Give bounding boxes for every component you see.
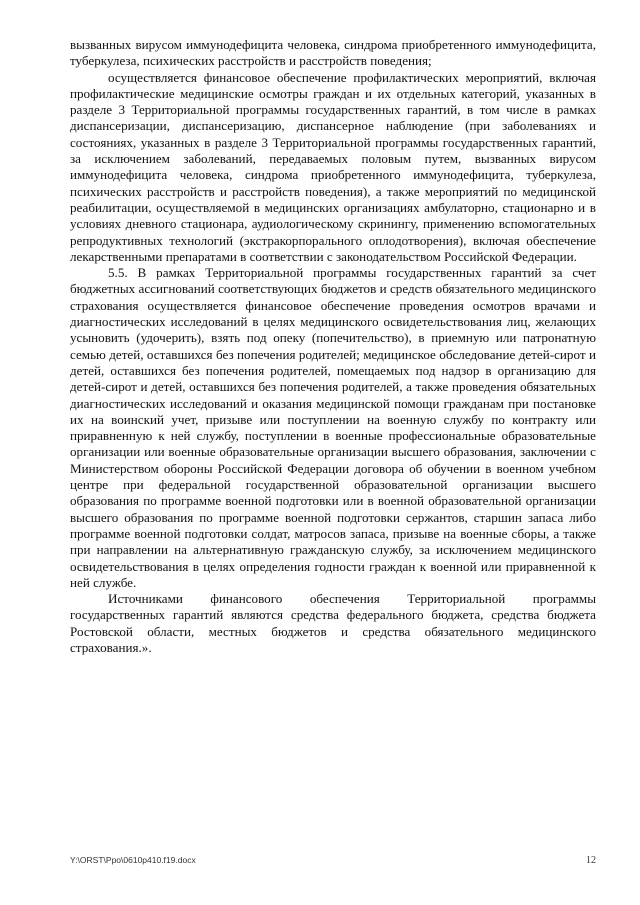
- paragraph-2: осуществляется финансовое обеспечение профилактических мероприятий, включая профилактические медицинские осмотры граждан и их отдельных категорий, указанных в разделе 3 Территориальной программы государственных гарантий, в том числе в рамках диспансеризации, диспансеризацию, диспансерное наблюдение (при заболеваниях и состояниях, указанных в разделе 3 Территориальной программы государственных гарантий, за исключением заболеваний, передаваемых половым путем, вызванных вирусом иммунодефицита человека, синдрома приобретенного иммунодефицита, туберкулеза, психических расстройств и расстройств поведения), а также мероприятий по медицинской реабилитации, осуществляемой в медицинских организациях амбулаторно, стационарно и в условиях дневного стационара, аудиологическому скринингу, применению вспомогательных репродуктивных технологий (экстракорпорального оплодотворения), включая обеспечение лекарственными препаратами в соответствии с законодательством Российской Федерации.: [70, 69, 596, 264]
- paragraph-1: вызванных вирусом иммунодефицита человека, синдрома приобретенного иммунодефицита, туберкулеза, психических расстройств и расстройств поведения;: [70, 37, 596, 69]
- paragraph-4: Источниками финансового обеспечения Территориальной программы государственных гарантий являются средства федерального бюджета, средства бюджета Ростовской области, местных бюджетов и средства обязательного медицинского страхования.».: [70, 591, 596, 655]
- page-number: 12: [586, 855, 596, 866]
- footer-file-path: Y:\ORST\Ppo\0610p410.f19.docx: [70, 855, 196, 865]
- paragraph-3: 5.5. В рамках Территориальной программы государственных гарантий за счет бюджетных ассигнований соответствующих бюджетов и средств обязательного медицинского страхования осуществляется финансовое обеспечение проведения осмотров врачами и диагностических исследований в целях медицинского освидетельствования лиц, желающих усыновить (удочерить), взять под опеку (попечительство), в приемную или патронатную семью детей, оставшихся без попечения родителей; медицинское обследование детей-сирот и детей, оставшихся без попечения родителей, помещаемых под надзор в организацию для детей-сирот и детей, оставшихся без попечения родителей, а также проведения обязательных диагностических исследований и оказания медицинской помощи гражданам при постановке их на воинский учет, призыве или поступлении на военную службу по контракту или приравненную к ней службу, поступлении в военные профессиональные образовательные организации или военные образовательные организации высшего образования, заключении с Министерством обороны Российской Федерации договора об обучении в военном учебном центре при федеральной государственной образовательной организации высшего образования по программе военной подготовки или в военной образовательной организации высшего образования по программе военной подготовки сержантов, старшин запаса либо программе военной подготовки солдат, матросов запаса, призыве на военные сборы, а также при направлении на альтернативную гражданскую службу, за исключением медицинского освидетельствования в целях определения годности граждан к военной или приравненной к ней службе.: [70, 265, 596, 590]
- document-body: [70, 37, 596, 656]
